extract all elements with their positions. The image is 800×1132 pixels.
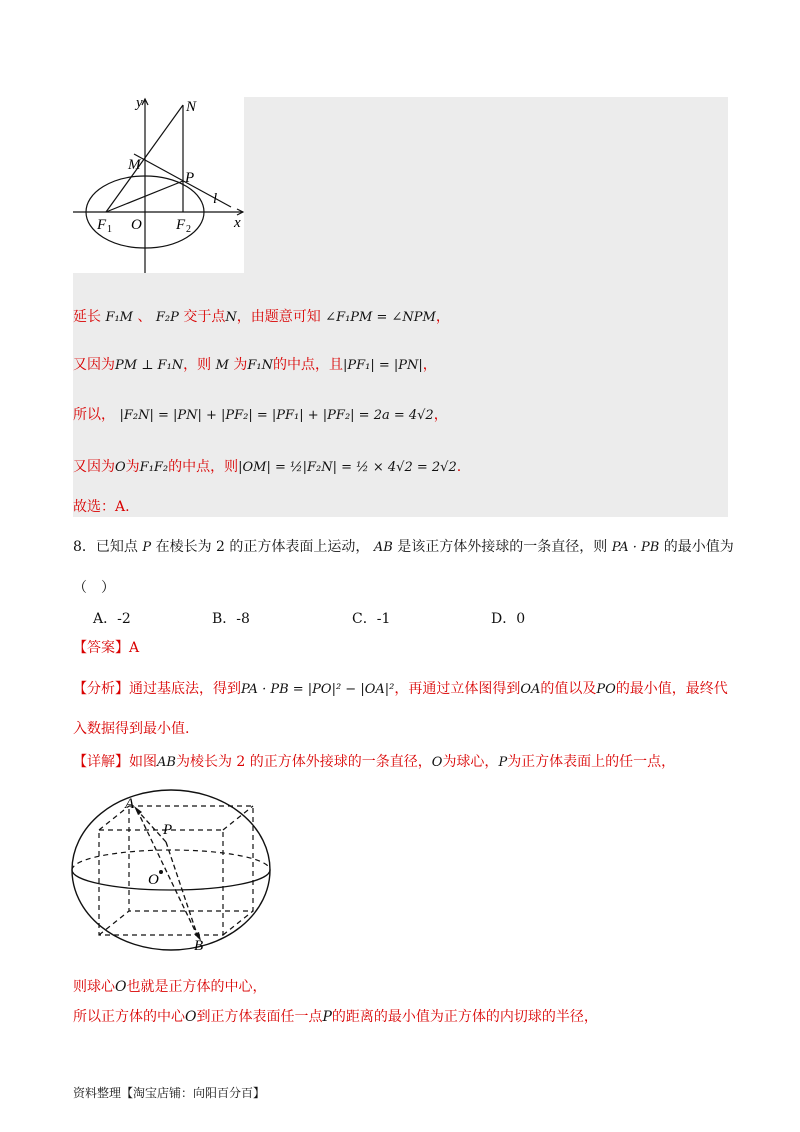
after-line1: 则球心O也就是正方体的中心， xyxy=(73,979,267,995)
fig2-label-B: B xyxy=(194,938,204,952)
solution7-line3: 所以， |F₂N| = |PN| + |PF₂| = |PF₁| + |PF₂| = 2a = 4√2， xyxy=(73,407,448,423)
answer-line xyxy=(73,638,139,658)
question8-stem: 8．已知点 P 在棱长为 2 的正方体表面上运动， AB 是该正方体外接球的一条直径，则 PA · PB 的最小值为 xyxy=(73,539,734,555)
analysis-tag: 【分析】 xyxy=(73,681,129,697)
footer-text: 资料整理【淘宝店铺：向阳百分百】 xyxy=(73,1086,266,1100)
fig1-label-M: M xyxy=(128,157,141,173)
detail-tag: 【详解】 xyxy=(73,754,129,770)
question8-paren: （ ） xyxy=(73,580,115,596)
fig1-label-x: x xyxy=(234,215,241,231)
option-c: C．-1 xyxy=(352,611,391,627)
fig1-label-N: N xyxy=(186,99,197,115)
answer-tag: 【答案】 xyxy=(73,640,129,656)
solution7-line4: 又因为O为F₁F₂的中点，则|OM| = ½|F₂N| = ½ × 4√2 = 2√2. xyxy=(73,459,462,475)
solution-background-top xyxy=(244,97,728,273)
cube-sphere-figure xyxy=(68,784,273,952)
answer-value: A xyxy=(129,640,140,656)
fig1-label-P: P xyxy=(185,170,195,186)
solution7-line2: 又因为PM ⊥ F₁N，则 M 为F₁N的中点，且|PF₁| = |PN|， xyxy=(73,357,437,373)
ellipse-figure xyxy=(73,97,244,273)
solution7-line1: 延长 F₁M 、 F₂P 交于点N，由题意可知 ∠F₁PM = ∠NPM， xyxy=(73,309,450,325)
after-line2: 所以正方体的中心O到正方体表面任一点P的距离的最小值为正方体的内切球的半径， xyxy=(73,1009,598,1025)
option-b: B．-8 xyxy=(212,611,250,627)
detail-line: 【详解】如图AB为棱长为 2 的正方体外接球的一条直径，O为球心，P为正方体表面上的任一点， xyxy=(73,754,676,770)
option-d: D．0 xyxy=(491,611,526,627)
fig2-label-O: O xyxy=(148,872,159,888)
analysis-line2: 入数据得到最小值. xyxy=(73,721,190,737)
fig1-label-O: O xyxy=(131,217,142,233)
fig1-label-l: l xyxy=(213,191,218,207)
analysis-line1: 【分析】通过基底法，得到PA · PB = |PO|² − |OA|²，再通过立体图得到OA的值以及PO的最小值，最终代 xyxy=(73,681,728,697)
option-a: A．-2 xyxy=(93,611,131,627)
fig1-label-F1-sub: 1 xyxy=(107,224,112,235)
solution7-choice: 故选：A. xyxy=(73,499,130,515)
fig2-label-P: P xyxy=(163,822,173,838)
fig1-label-F2: F xyxy=(176,217,186,233)
fig1-label-y: y xyxy=(136,97,143,111)
fig1-label-F1: F xyxy=(97,217,107,233)
fig1-label-F2-sub: 2 xyxy=(186,224,191,235)
fig2-label-A: A xyxy=(125,796,135,812)
